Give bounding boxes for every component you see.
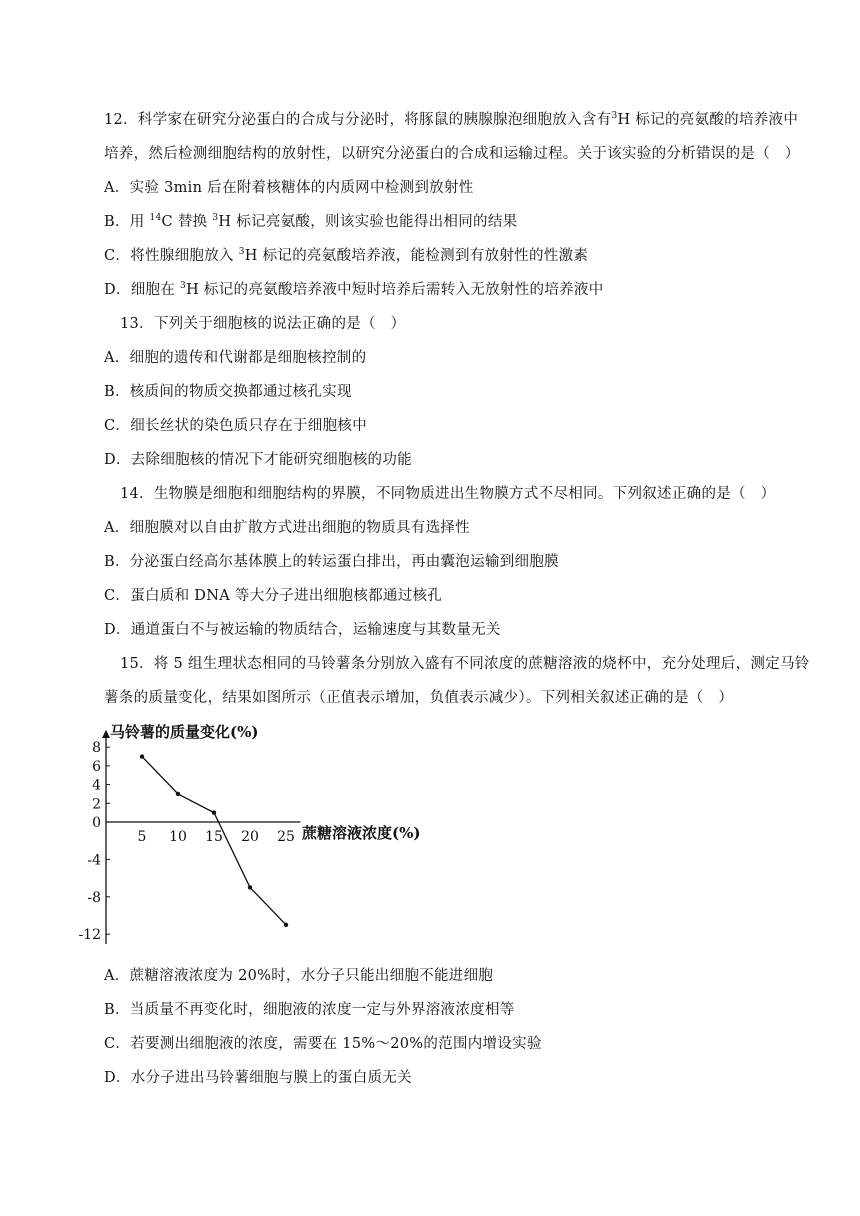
q12-option-d: D．细胞在 $^3$H 标记的亮氨酸培养液中短时培养后需转入无放射性的培养液中 [104, 281, 604, 298]
y-tick-label: 4 [92, 777, 101, 794]
data-point [140, 754, 144, 758]
y-tick-label: 8 [92, 740, 101, 757]
y-tick-label: 6 [92, 758, 101, 775]
q15-option-c: C．若要测出细胞液的浓度，需要在 15%～20%的范围内增设实验 [104, 1036, 542, 1052]
q15-option-d: D．水分子进出马铃薯细胞与膜上的蛋白质无关 [104, 1070, 412, 1086]
y-axis-label: 马铃薯的质量变化(%) [110, 723, 259, 741]
data-point [212, 810, 216, 814]
q15-option-a: A．蔗糖溶液浓度为 20%时，水分子只能出细胞不能进细胞 [104, 968, 494, 984]
x-tick-label: 5 [137, 829, 147, 845]
q13-stem: 13．下列关于细胞核的说法正确的是（ ） [120, 316, 406, 332]
x-tick-label: 15 [205, 829, 223, 845]
x-tick-label: 20 [241, 829, 259, 845]
potato-mass-change-chart [78, 718, 438, 954]
q12-option-a: A．实验 3min 后在附着核糖体的内质网中检测到放射性 [104, 180, 474, 196]
data-point [176, 792, 180, 796]
y-tick-label: 0 [92, 815, 101, 831]
x-axis-ticks [138, 829, 295, 845]
q12-option-b: B．用 $^{14}$C 替换 $^3$H 标记亮氨酸，则该实验也能得出相同的结果 [104, 213, 518, 230]
q12-option-c: C．将性腺细胞放入 $^3$H 标记的亮氨酸培养液，能检测到有放射性的性激素 [104, 247, 589, 264]
x-axis-label: 蔗糖溶液浓度(%) [302, 824, 421, 842]
y-axis-arrow [102, 730, 110, 738]
y-tick-label: -8 [87, 889, 101, 906]
q13-option-c: C．细长丝状的染色质只存在于细胞核中 [104, 418, 367, 434]
q14-option-a: A．细胞膜对以自由扩散方式进出细胞的物质具有选择性 [104, 520, 470, 536]
x-tick-label: 25 [277, 829, 295, 845]
q13-option-d: D．去除细胞核的情况下才能研究细胞核的功能 [104, 452, 412, 468]
y-tick-label: 2 [92, 796, 101, 813]
q15-stem-line2: 薯条的质量变化，结果如图所示（正值表示增加，负值表示减少）。下列相关叙述正确的是（ ） [104, 690, 734, 706]
y-tick-label: -12 [78, 927, 101, 944]
q14-option-d: D．通道蛋白不与被运输的物质结合，运输速度与其数量无关 [104, 622, 501, 638]
q14-option-b: B．分泌蛋白经高尔基体膜上的转运蛋白排出，再由囊泡运输到细胞膜 [104, 554, 559, 570]
y-axis-ticks [78, 740, 110, 943]
q13-option-a: A．细胞的遗传和代谢都是细胞核控制的 [104, 350, 367, 366]
y-tick-label: -4 [87, 852, 101, 869]
x-tick-label: 10 [169, 829, 187, 845]
q12-stem-line1: 12．科学家在研究分泌蛋白的合成与分泌时，将豚鼠的胰腺腺泡细胞放入含有$^3$H 标记的亮氨酸的培养液中 [104, 111, 799, 128]
q14-option-c: C．蛋白质和 DNA 等大分子进出细胞核都通过核孔 [104, 588, 443, 604]
chart-axes [102, 730, 300, 944]
q12-stem-line2: 培养，然后检测细胞结构的放射性，以研究分泌蛋白的合成和运输过程。关于该实验的分析错误的是（ ） [104, 146, 800, 162]
data-point [248, 885, 252, 889]
q14-stem: 14．生物膜是细胞和细胞结构的界膜，不同物质进出生物膜方式不尽相同。下列叙述正确的是（ ） [120, 486, 776, 502]
q15-option-b: B．当质量不再变化时，细胞液的浓度一定与外界溶液浓度相等 [104, 1002, 515, 1018]
q15-stem-line1: 15．将 5 组生理状态相同的马铃薯条分别放入盛有不同浓度的蔗糖溶液的烧杯中，充分处理后，测定马铃 [120, 656, 810, 672]
data-point [284, 923, 288, 927]
q13-option-b: B．核质间的物质交换都通过核孔实现 [104, 384, 352, 400]
